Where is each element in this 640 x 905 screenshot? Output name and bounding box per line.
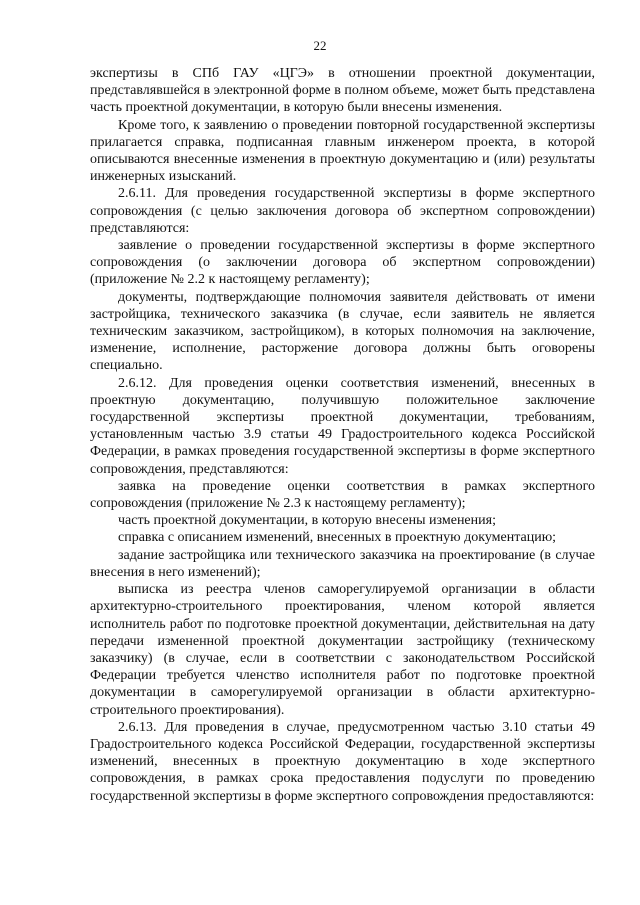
- list-item-application: заявление о проведении государственной экспертизы в форме экспертного сопровождения (о заключении договора об экспертном сопровождении) (приложение № 2.2 к настоящему регламенту);: [90, 238, 595, 288]
- list-item-change-description: справка с описанием изменений, внесенных в проектную документацию;: [118, 530, 557, 546]
- paragraph-repeat-expertise-note: Кроме того, к заявлению о проведении повторной государственной экспертизы прилагается справка, подписанная главным инженером проекта, в которой описываются внесенные изменения в проектную документацию и (или) результаты инженерных изысканий.: [90, 117, 595, 185]
- document-body: [90, 65, 595, 805]
- paragraph-2-6-12: 2.6.12. Для проведения оценки соответствия изменений, внесенных в проектную документацию, получившую положительное заключение государственной экспертизы проектной документации, требованиям, установленным частью 3.9 статьи 49 Градостроительного кодекса Российской Федерации, в рамках проведения государственной экспертизы в форме экспертного сопровождения, представляются:: [90, 375, 595, 477]
- paragraph-2-6-13: 2.6.13. Для проведения в случае, предусмотренном частью 3.10 статьи 49 Градостроительного кодекса Российской Федерации, государственной экспертизы изменений, внесенных в проектную документацию в ходе экспертного сопровождения, в рамках срока предоставления подуслуги по проведению государственной экспертизы в форме экспертного сопровождения предоставляются:: [90, 719, 595, 804]
- page-number: 22: [313, 38, 327, 53]
- paragraph-2-6-11: 2.6.11. Для проведения государственной экспертизы в форме экспертного сопровождения (с целью заключения договора об экспертном сопровождении) представляются:: [90, 186, 595, 236]
- list-item-authority-documents: документы, подтверждающие полномочия заявителя действовать от имени застройщика, технического заказчика (в случае, если заявитель не является техническим заказчиком, застройщиком), в которых полномочия на заключение, изменение, исполнение, расторжение договора должны быть оговорены специально.: [90, 289, 595, 374]
- list-item-sro-extract: выписка из реестра членов саморегулируемой организации в области архитектурно-строительного проектирования, членом которой является исполнитель работ по подготовке проектной документации, действительная на дату передачи измененной проектной документации застройщику (техническому заказчику) (в случае, если в соответствии с законодательством Российской Федерации требуется членство исполнителя работ по подготовке проектной документации в саморегулируемой организации в области архитектурно-строительного проектирования).: [90, 582, 595, 718]
- paragraph-continuation: экспертизы в СПб ГАУ «ЦГЭ» в отношении проектной документации, представлявшейся в электронной форме в полном объеме, может быть представлена часть проектной документации, в которую были внесены изменения.: [90, 66, 595, 116]
- list-item-assessment-request: заявка на проведение оценки соответствия в рамках экспертного сопровождения (приложение № 2.3 к настоящему регламенту);: [90, 478, 595, 512]
- list-item-changed-documentation: часть проектной документации, в которую внесены изменения;: [118, 513, 496, 529]
- list-item-design-assignment: задание застройщика или технического заказчика на проектирование (в случае внесения в него изменений);: [90, 547, 595, 580]
